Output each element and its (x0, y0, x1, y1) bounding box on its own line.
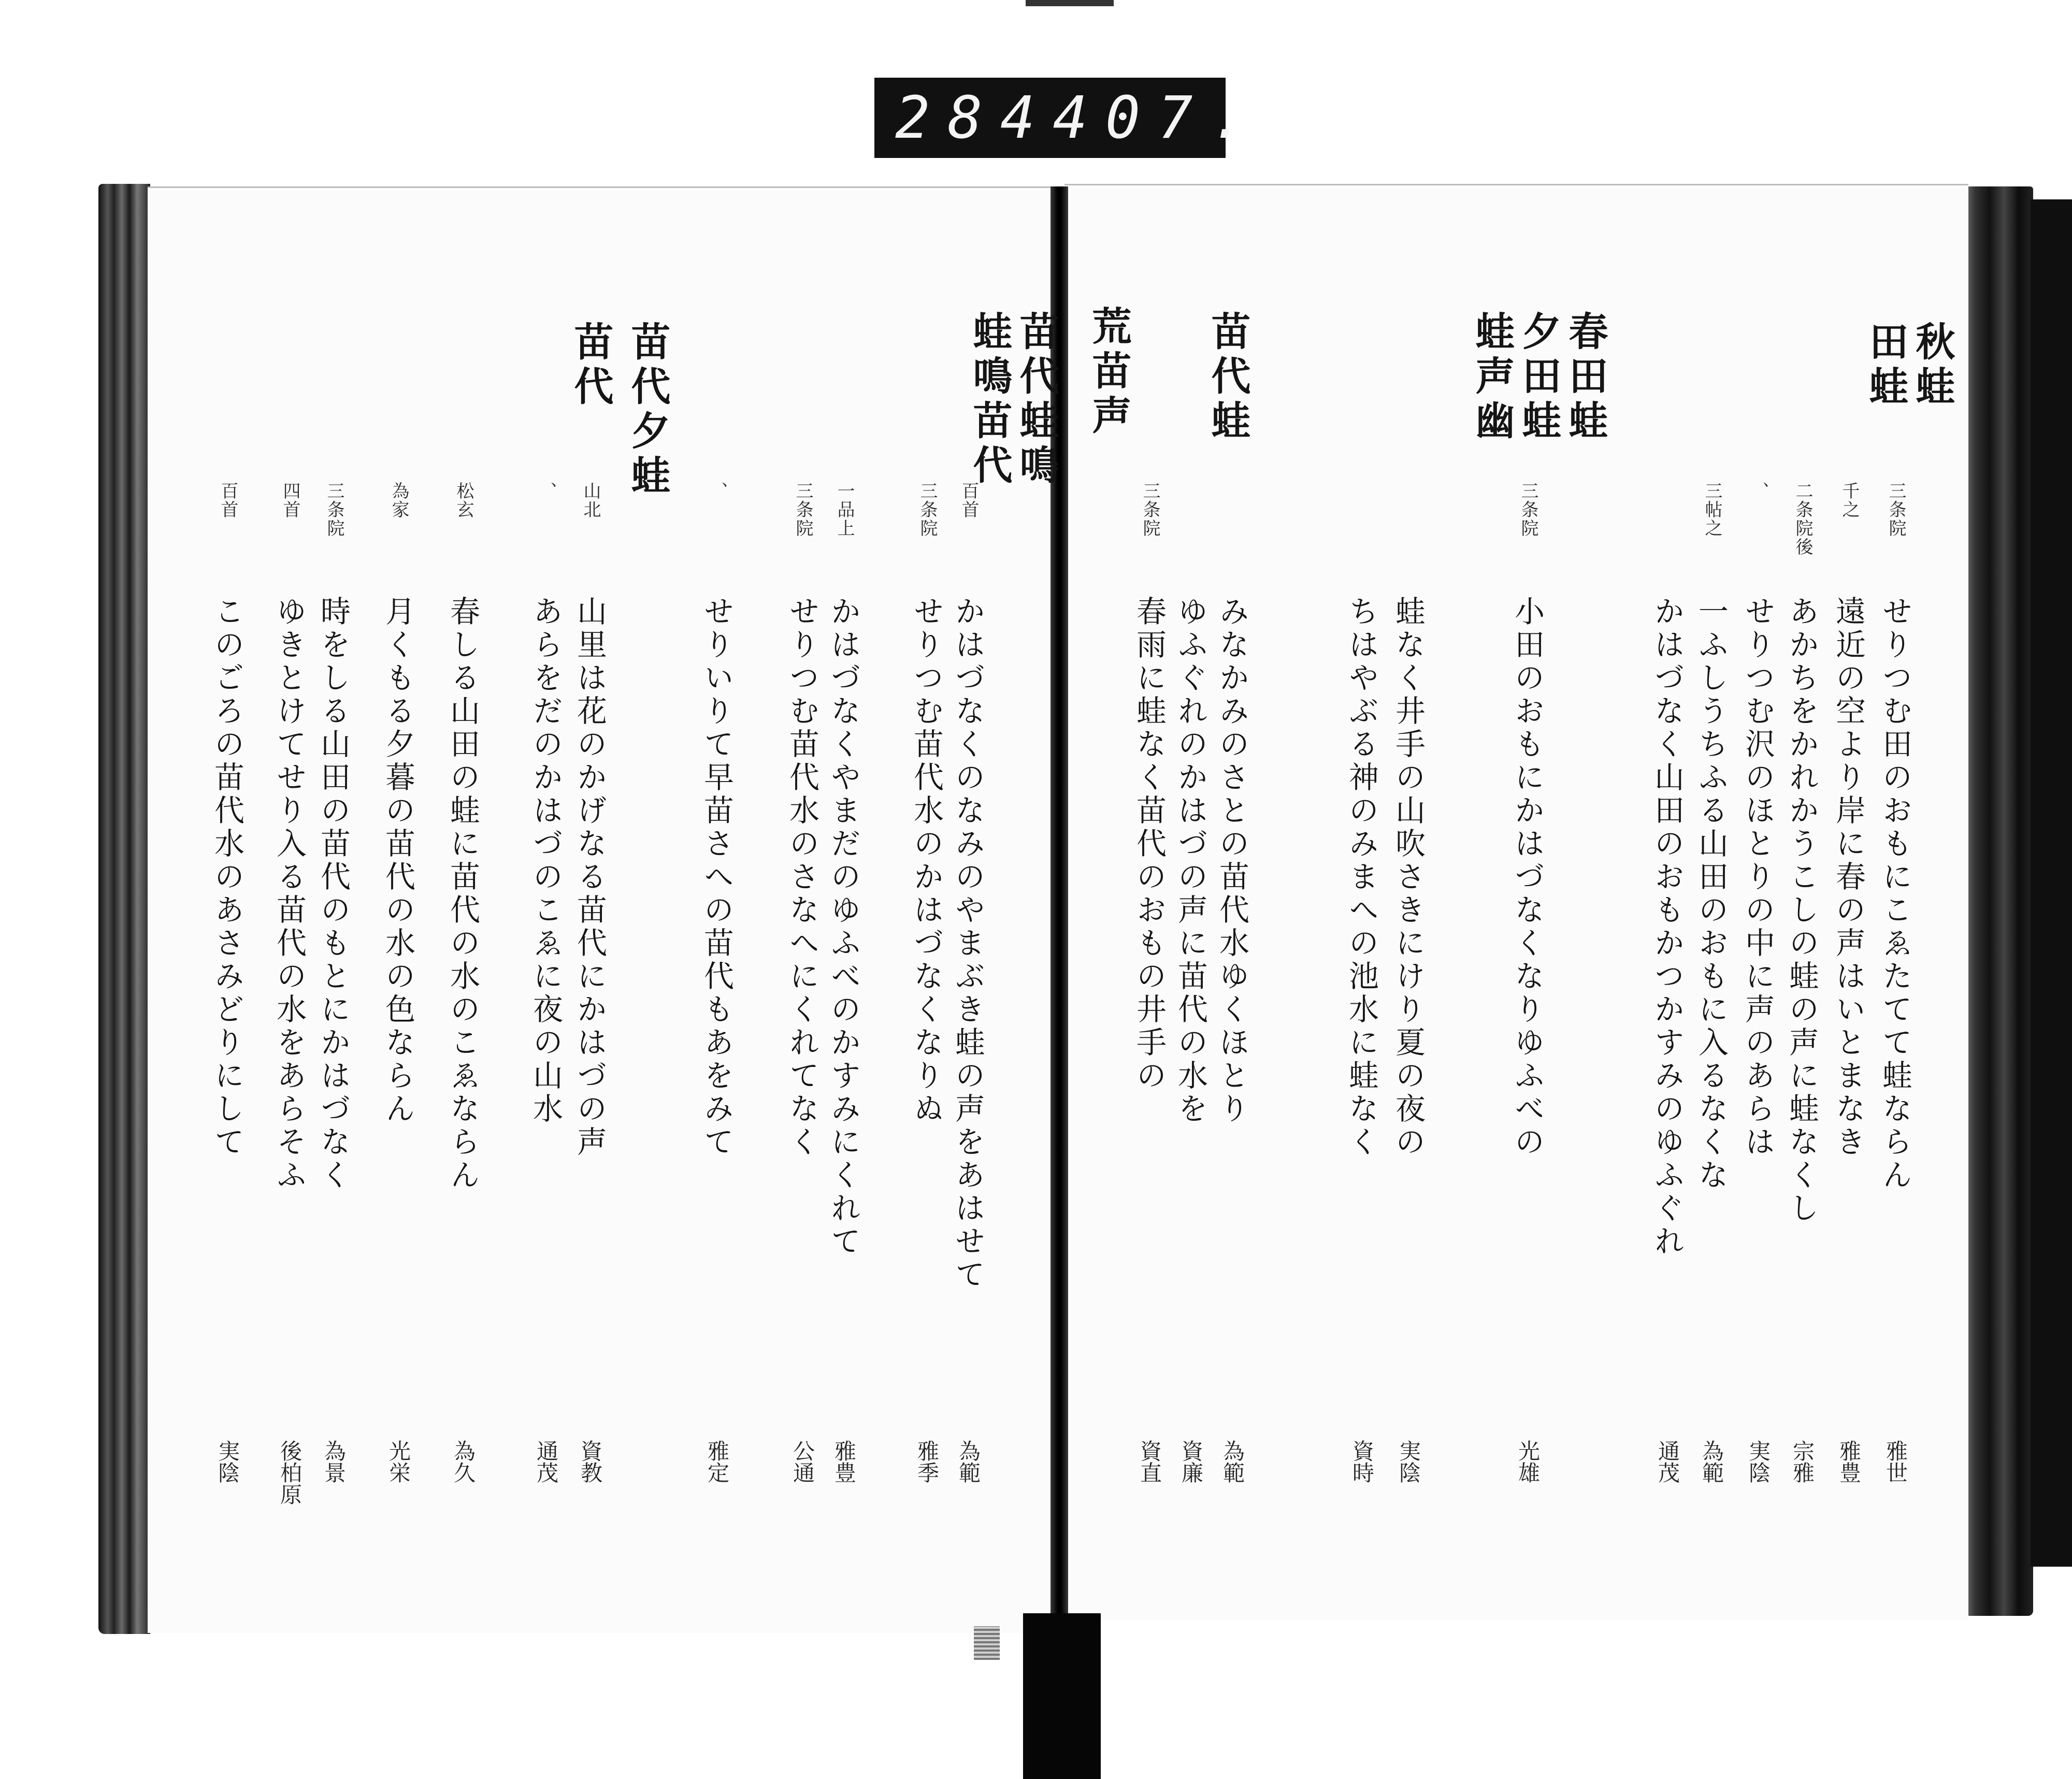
topic-heading: 苗代夕蛙 (625, 321, 671, 499)
right-cover-edge (2031, 199, 2072, 1567)
poem-text: せりつむ沢のほとりの中に声のあらは (1740, 596, 1775, 1159)
source-note: 三条院 (1518, 482, 1538, 538)
poem-text: ゆふぐれのかはづの声に苗代の水を (1173, 596, 1208, 1126)
poem-text: あらをだのかはづのこゑに夜の山水 (528, 596, 563, 1126)
poet-name: 為景 (321, 1440, 347, 1483)
source-note: 、 (1748, 482, 1769, 500)
source-note: 二条院後 (1792, 482, 1813, 556)
poet-name: 光栄 (386, 1440, 411, 1483)
source-note: 一品上 (834, 482, 855, 538)
poem-text: このごろの苗代水のあさみどりにして (209, 596, 244, 1159)
poem-text: せりつむ田のおもにこゑたてて蛙ならん (1877, 596, 1912, 1192)
poem-text: 春しる山田の蛙に苗代の水のこゑならん (445, 596, 480, 1192)
poet-name: 為久 (451, 1440, 476, 1483)
poet-name: 資教 (578, 1440, 603, 1483)
source-note: 三条院 (1886, 482, 1906, 538)
poem-text: あかちをかれかうこしの蛙の声に蛙なくし (1784, 596, 1819, 1225)
source-note: 百首 (958, 482, 979, 519)
left-page-edge (98, 184, 150, 1634)
source-note: 四首 (280, 482, 300, 519)
scan-speck (974, 1626, 1000, 1660)
source-note: 、 (707, 482, 728, 500)
poet-name: 後柏原 (277, 1440, 303, 1505)
poet-name: 雅定 (704, 1440, 730, 1483)
topic-heading: 苗代蛙鳴 (1013, 311, 1059, 489)
frame-number-label (874, 78, 1263, 158)
poem-text: みなかみのさとの苗代水ゆくほとり (1214, 596, 1249, 1126)
source-note: 千之 (1839, 482, 1860, 519)
poem-text: せりいりて早苗さへの苗代もあをみて (699, 596, 734, 1159)
poem-text: かはづなく山田のおもかつかすみのゆふぐれ (1649, 596, 1685, 1259)
poet-name: 雅豊 (831, 1440, 857, 1483)
topic-heading: 荒苗声 (1086, 306, 1132, 439)
poet-name: 通茂 (534, 1440, 559, 1483)
poet-name: 雅豊 (1836, 1440, 1862, 1483)
topic-heading: 苗代蛙 (1205, 311, 1251, 444)
source-note: 三条院 (793, 482, 813, 538)
topic-heading: 苗代 (568, 321, 614, 410)
topic-heading: 田蛙 (1863, 321, 1909, 410)
poet-name: 資時 (1349, 1440, 1375, 1483)
poem-text: せりつむ苗代水のさなへにくれてなく (784, 596, 819, 1159)
item-number: 407. (1053, 84, 1263, 152)
source-note: 三帖之 (1702, 482, 1722, 538)
source-note: 三条院 (324, 482, 344, 538)
right-page-edge (1961, 186, 2033, 1616)
poet-name: 雅世 (1883, 1440, 1908, 1483)
poem-text: せりつむ苗代水のかはづなくなりぬ (909, 596, 944, 1126)
source-note: 松玄 (453, 482, 474, 519)
poem-text: 小田のおもにかはづなくなりゆふべの (1509, 596, 1545, 1159)
poet-name: 為範 (956, 1440, 981, 1483)
topic-heading: 夕田蛙 (1516, 311, 1562, 444)
source-note: 山北 (580, 482, 601, 519)
poet-name: 雅季 (914, 1440, 940, 1483)
poem-text: 蛙なく井手の山吹さきにけり夏の夜の (1390, 596, 1426, 1159)
poem-text: かはづなくのなみのやまぶき蛙の声をあはせて (950, 596, 985, 1292)
poet-name: 為範 (1220, 1440, 1245, 1483)
source-note: 三条院 (917, 482, 938, 538)
poem-text: かはづなくやまだのゆふべのかすみにくれて (826, 596, 861, 1259)
poem-text: 山里は花のかげなる苗代にかはづの声 (572, 596, 607, 1159)
source-note: 百首 (218, 482, 238, 519)
poet-name: 資直 (1137, 1440, 1162, 1483)
poem-text: 月くもる夕暮の苗代の水の色ならん (380, 596, 415, 1126)
poet-name: 実陰 (1746, 1440, 1771, 1483)
topic-heading: 蛙声幽 (1469, 311, 1515, 444)
poet-name: 通茂 (1655, 1440, 1680, 1483)
poem-text: 春雨に蛙なく苗代のおもの井手の (1131, 596, 1167, 1093)
topic-heading: 蛙鳴苗代 (967, 311, 1013, 489)
poet-name: 実陰 (215, 1440, 240, 1483)
poem-text: 一ふしうちふる山田のおもに入るなくな (1693, 596, 1729, 1192)
poem-text: 遠近の空より岸に春の声はいとまなき (1831, 596, 1866, 1159)
poem-text: ちはやぶる神のみまへの池水に蛙なく (1344, 596, 1379, 1159)
poet-name: 光雄 (1515, 1440, 1541, 1483)
source-note: 、 (536, 482, 557, 500)
gutter-shadow (1023, 1613, 1101, 1779)
poem-text: ゆきとけてせり入る苗代の水をあらそふ (271, 596, 307, 1192)
topic-heading: 秋蛙 (1909, 321, 1955, 410)
poet-name: 公通 (790, 1440, 815, 1483)
top-mark (1026, 0, 1114, 6)
poet-name: 為範 (1699, 1440, 1724, 1483)
poem-text: 時をしる山田の苗代のもとにかはづなく (315, 596, 351, 1192)
frame-number: 284 (895, 84, 1053, 152)
poet-name: 宗雅 (1790, 1440, 1815, 1483)
poet-name: 実陰 (1396, 1440, 1421, 1483)
topic-heading: 春田蛙 (1562, 311, 1608, 444)
source-note: 為家 (388, 482, 409, 519)
poet-name: 資廉 (1178, 1440, 1204, 1483)
source-note: 三条院 (1140, 482, 1160, 538)
